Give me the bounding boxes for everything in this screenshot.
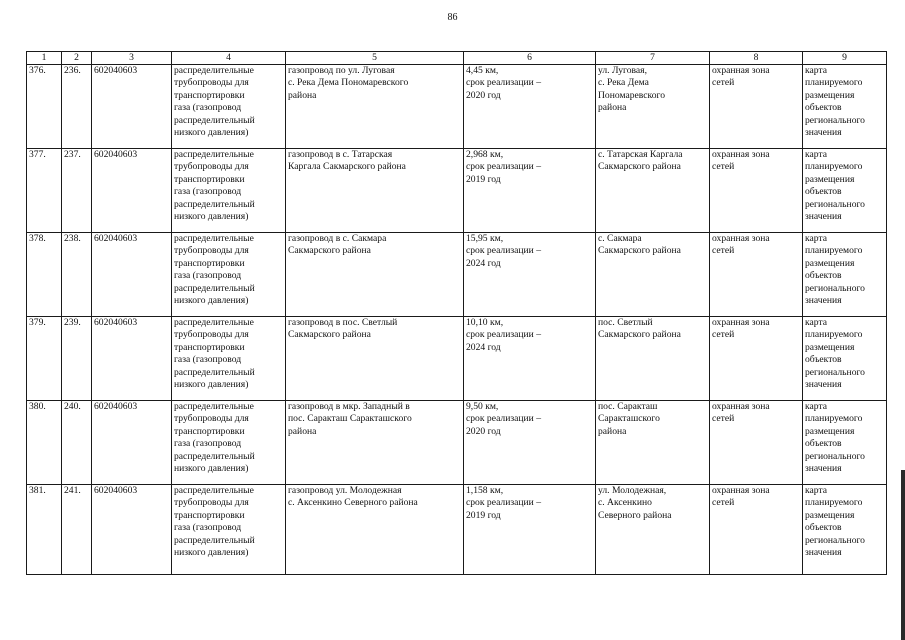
row-number-cell: 378.	[27, 233, 62, 317]
column-header: 7	[596, 52, 710, 65]
column-header: 4	[172, 52, 286, 65]
object-name-cell: газопровод в пос. Светлый Сакмарского района	[286, 317, 464, 401]
column-header: 6	[464, 52, 596, 65]
sub-number-cell: 236.	[62, 65, 92, 149]
location-cell: пос. Саракташ Саракташского района	[596, 401, 710, 485]
scan-edge-shadow	[901, 470, 905, 640]
location-cell: с. Татарская Каргала Сакмарского района	[596, 149, 710, 233]
characteristics-cell: 10,10 км, срок реализации – 2024 год	[464, 317, 596, 401]
sub-number-cell: 238.	[62, 233, 92, 317]
characteristics-cell: 2,968 км, срок реализации – 2019 год	[464, 149, 596, 233]
column-header: 5	[286, 52, 464, 65]
object-type-cell: распределительные трубопроводы для транспортировки газа (газопровод распределительный низкого давления)	[172, 317, 286, 401]
zone-cell: охранная зона сетей	[710, 233, 803, 317]
code-cell: 602040603	[92, 65, 172, 149]
object-type-cell: распределительные трубопроводы для транспортировки газа (газопровод распределительный низкого давления)	[172, 485, 286, 575]
location-cell: с. Сакмара Сакмарского района	[596, 233, 710, 317]
object-name-cell: газопровод в с. Татарская Каргала Сакмарского района	[286, 149, 464, 233]
sub-number-cell: 239.	[62, 317, 92, 401]
characteristics-cell: 4,45 км, срок реализации – 2020 год	[464, 65, 596, 149]
column-header: 9	[803, 52, 887, 65]
map-reference-cell: карта планируемого размещения объектов регионального значения	[803, 401, 887, 485]
zone-cell: охранная зона сетей	[710, 149, 803, 233]
row-number-cell: 376.	[27, 65, 62, 149]
code-cell: 602040603	[92, 233, 172, 317]
object-name-cell: газопровод ул. Молодежная с. Аксенкино Северного района	[286, 485, 464, 575]
code-cell: 602040603	[92, 149, 172, 233]
location-cell: ул. Молодежная, с. Аксенкино Северного района	[596, 485, 710, 575]
column-header: 8	[710, 52, 803, 65]
table-row	[27, 317, 887, 401]
page-number: 86	[447, 12, 458, 23]
map-reference-cell: карта планируемого размещения объектов регионального значения	[803, 317, 887, 401]
characteristics-cell: 1,158 км, срок реализации – 2019 год	[464, 485, 596, 575]
object-name-cell: газопровод в с. Сакмара Сакмарского района	[286, 233, 464, 317]
location-cell: ул. Луговая, с. Река Дема Пономаревского района	[596, 65, 710, 149]
header-row	[27, 52, 887, 65]
table-row	[27, 149, 887, 233]
table-row	[27, 485, 887, 575]
object-type-cell: распределительные трубопроводы для транспортировки газа (газопровод распределительный низкого давления)	[172, 233, 286, 317]
zone-cell: охранная зона сетей	[710, 401, 803, 485]
code-cell: 602040603	[92, 401, 172, 485]
table-row	[27, 401, 887, 485]
row-number-cell: 380.	[27, 401, 62, 485]
zone-cell: охранная зона сетей	[710, 317, 803, 401]
map-reference-cell: карта планируемого размещения объектов регионального значения	[803, 65, 887, 149]
zone-cell: охранная зона сетей	[710, 65, 803, 149]
characteristics-cell: 9,50 км, срок реализации – 2020 год	[464, 401, 596, 485]
sub-number-cell: 241.	[62, 485, 92, 575]
sub-number-cell: 237.	[62, 149, 92, 233]
table-row	[27, 233, 887, 317]
code-cell: 602040603	[92, 317, 172, 401]
object-name-cell: газопровод в мкр. Западный в пос. Саракташ Саракташского района	[286, 401, 464, 485]
column-header: 1	[27, 52, 62, 65]
object-type-cell: распределительные трубопроводы для транспортировки газа (газопровод распределительный низкого давления)	[172, 401, 286, 485]
row-number-cell: 379.	[27, 317, 62, 401]
location-cell: пос. Светлый Сакмарского района	[596, 317, 710, 401]
row-number-cell: 381.	[27, 485, 62, 575]
object-type-cell: распределительные трубопроводы для транспортировки газа (газопровод распределительный низкого давления)	[172, 149, 286, 233]
sub-number-cell: 240.	[62, 401, 92, 485]
object-name-cell: газопровод по ул. Луговая с. Река Дема Пономаревского района	[286, 65, 464, 149]
object-type-cell: распределительные трубопроводы для транспортировки газа (газопровод распределительный низкого давления)	[172, 65, 286, 149]
column-header: 2	[62, 52, 92, 65]
map-reference-cell: карта планируемого размещения объектов регионального значения	[803, 233, 887, 317]
map-reference-cell: карта планируемого размещения объектов регионального значения	[803, 485, 887, 575]
row-number-cell: 377.	[27, 149, 62, 233]
column-header: 3	[92, 52, 172, 65]
map-reference-cell: карта планируемого размещения объектов регионального значения	[803, 149, 887, 233]
characteristics-cell: 15,95 км, срок реализации – 2024 год	[464, 233, 596, 317]
data-table	[26, 51, 887, 575]
code-cell: 602040603	[92, 485, 172, 575]
table-row	[27, 65, 887, 149]
zone-cell: охранная зона сетей	[710, 485, 803, 575]
